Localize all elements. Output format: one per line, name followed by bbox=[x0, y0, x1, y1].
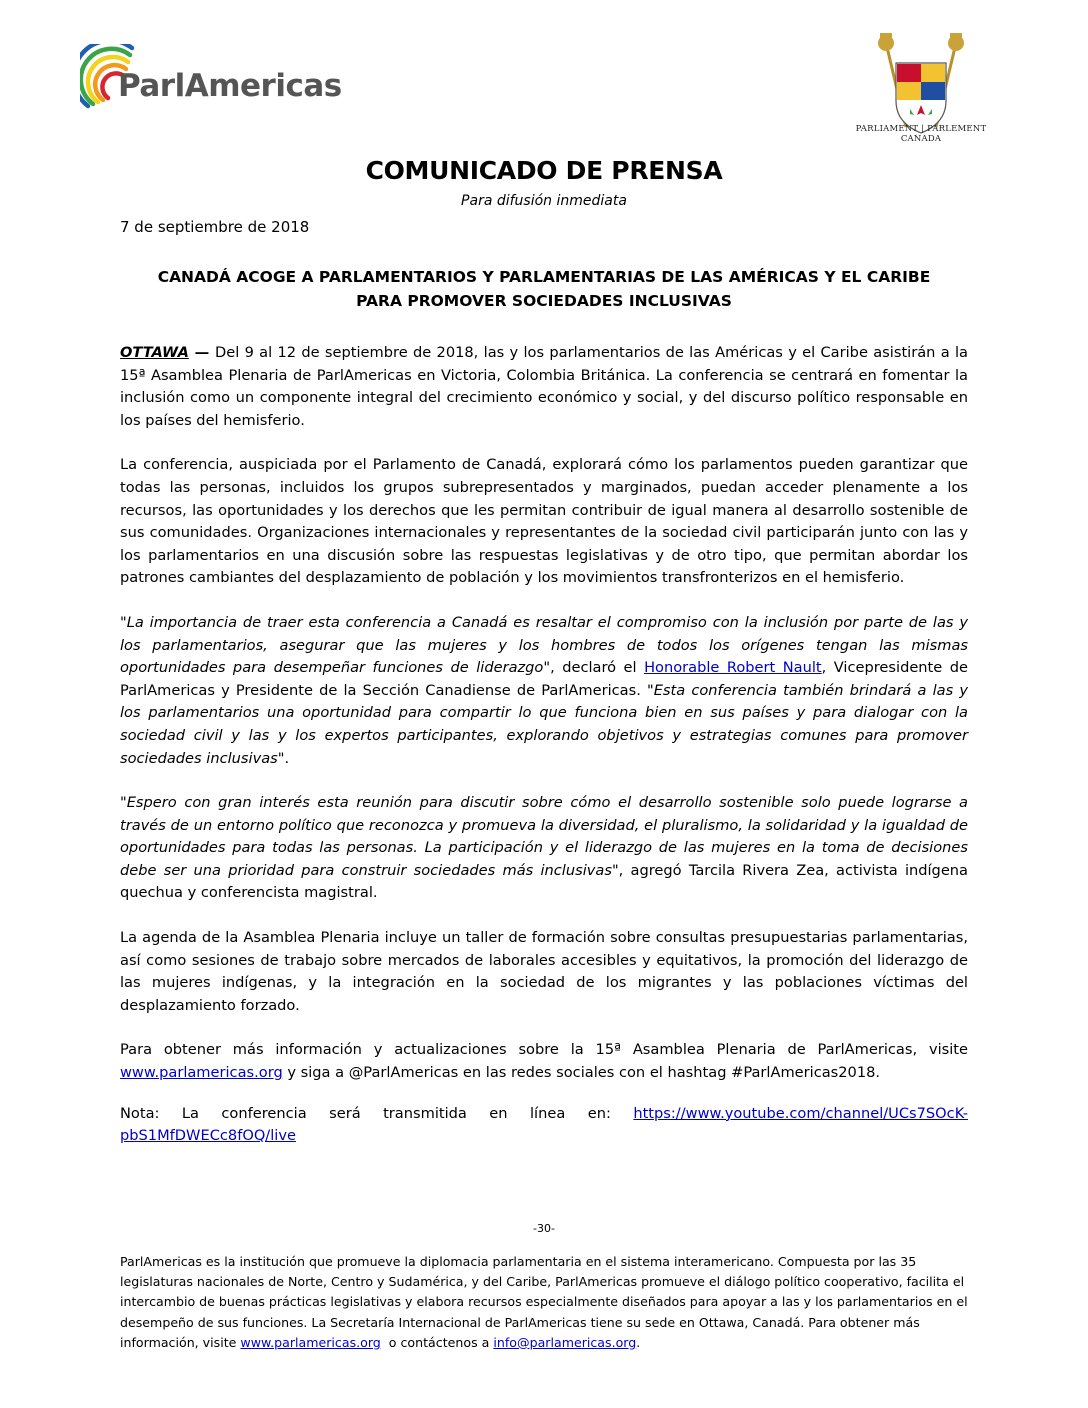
more-info-text-2: y siga a @ParlAmericas en las redes sociales con el hashtag #ParlAmericas2018. bbox=[282, 1064, 881, 1082]
article-body bbox=[120, 342, 968, 1170]
rivera-quote: "Espero con gran interés esta reunión para discutir sobre cómo el desarrollo sostenible solo puede lograrse a través de un entorno político que reconozca y promueva la diversidad, el pluralismo, la solidaridad y la igualdad de oportunidades para todas las personas. La participación y el liderazgo de las mujeres en la toma de decisiones debe ser una prioridad para construir sociedades más inclusivas" bbox=[120, 794, 968, 879]
page-subtitle: Para difusión inmediata bbox=[461, 193, 627, 209]
parliament-caption-line1: PARLIAMENT | PARLEMENT bbox=[855, 124, 987, 134]
paragraph-intro-text: Del 9 al 12 de septiembre de 2018, las y los parlamentarios de las Américas y el Caribe asistirán a la 15ª Asamblea Plenaria de ParlAmericas en Victoria, Colombia Británica. La conferencia se centrará en fomentar la inclusión como un componente integral del crecimiento económico y social, y del discurso político responsable en los países del hemisferio. bbox=[120, 344, 968, 429]
rivera-attribution: , agregó Tarcila Rivera Zea, activista indígena quechua y conferencista magistral. bbox=[120, 861, 968, 902]
page-title: COMUNICADO DE PRENSA bbox=[365, 156, 723, 185]
paragraph-conference: La conferencia, auspiciada por el Parlamento de Canadá, explorará cómo los parlamentos pueden garantizar que todas las personas, incluidos los grupos subrepresentados y marginados, puedan acceder plenamente a los recursos, las oportunidades y los derechos que les permitan contribuir de igual manera al desarrollo sostenible de sus comunidades. Organizaciones internacionales y representantes de la sociedad civil participarán junto con las y los parlamentarios en una discusión sobre las respuestas legislativas y de otro tipo, que permitan abordar los patrones cambiantes del desplazamiento de población y los movimientos transfronterizos en el hemisferio. bbox=[120, 456, 968, 587]
paragraph-note bbox=[120, 1103, 968, 1148]
robert-nault-link[interactable]: Honorable Robert Nault bbox=[644, 659, 822, 677]
footer-website-link[interactable]: www.parlamericas.org bbox=[240, 1334, 381, 1350]
dateline-dash: — bbox=[188, 344, 215, 361]
parliament-caption bbox=[852, 124, 990, 144]
more-info-text-1: Para obtener más información y actualizaciones sobre la 15ª Asamblea Plenaria de ParlAmericas, visite bbox=[120, 1041, 968, 1059]
nault-role: , Vicepresidente de ParlAmericas y Presidente de la Sección Canadiense de ParlAmericas. bbox=[120, 659, 968, 699]
footer-text: ParlAmericas es la institución que promueve la diplomacia parlamentaria en el sistema interamericano. Compuesta por las 35 legislaturas nacionales de Norte, Centro y Sudamérica, y del Caribe, ParlAmericas promueve el diálogo político cooperativo, facilita el intercambio de buenas prácticas legislativas y elabora recursos especialmente diseñados para apoyar a las y los parlamentarios en el desempeño de sus funciones. La Secretaría Internacional de ParlAmericas tiene su sede en Ottawa, Canadá. Para obtener más información, visite bbox=[120, 1254, 968, 1350]
paragraph-nault-quote bbox=[120, 612, 968, 770]
headline-line1: CANADÁ ACOGE A PARLAMENTARIOS Y PARLAMENTARIAS DE LAS AMÉRICAS Y EL CARIBE bbox=[157, 268, 931, 286]
footer-middle-text: o contáctenos a bbox=[380, 1334, 494, 1350]
youtube-live-link[interactable]: https://www.youtube.com/channel/UCs7SOcK-pbS1MfDWECc8fOQ/live bbox=[120, 1104, 968, 1145]
release-date: 7 de septiembre de 2018 bbox=[120, 218, 310, 236]
headline-line2: PARA PROMOVER SOCIEDADES INCLUSIVAS bbox=[356, 292, 732, 310]
note-text: Nota: La conferencia será transmitida en línea en: bbox=[120, 1104, 634, 1122]
parlamericas-logo-text: ParlAmericas bbox=[118, 68, 342, 104]
nault-quote-end: . bbox=[284, 749, 290, 767]
footer-email-link[interactable]: info@parlamericas.org bbox=[493, 1334, 637, 1350]
nault-quote-2: "Esta conferencia también brindará a las y los parlamentarios una oportunidad para compartir lo que funciona bien en sus países y para dialogar con la sociedad civil y las y los expertos participantes, explorando objetivos y estrategias comunes para promover sociedades inclusivas" bbox=[120, 681, 968, 767]
paragraph-intro bbox=[120, 342, 968, 432]
nault-said: , declaró el bbox=[550, 659, 645, 677]
footer-boilerplate bbox=[120, 1252, 980, 1353]
paragraph-agenda: La agenda de la Asamblea Plenaria incluye un taller de formación sobre consultas presupuestarias parlamentarias, así como sesiones de trabajo sobre mercados de laborales accesibles y equitativos, la promoción del liderazgo de las mujeres indígenas, y la integración en la sociedad de los migrantes y las poblaciones víctimas del desplazamiento forzado. bbox=[120, 929, 968, 1014]
nault-quote-1: "La importancia de traer esta conferencia a Canadá es resaltar el compromiso con la inclusión por parte de las y los parlamentarios, asegurar que las mujeres y los hombres de todos los orígenes tengan las mismas oportunidades para desempeñar funciones de liderazgo" bbox=[120, 613, 968, 677]
footer-end: . bbox=[636, 1334, 641, 1350]
headline bbox=[120, 265, 968, 313]
end-marker: -30- bbox=[533, 1222, 555, 1235]
parlamericas-website-link[interactable]: www.parlamericas.org bbox=[120, 1064, 283, 1082]
parliament-caption-line2: CANADA bbox=[900, 134, 942, 144]
paragraph-rivera-quote bbox=[120, 792, 968, 905]
dateline: OTTAWA bbox=[120, 344, 189, 361]
paragraph-more-info bbox=[120, 1039, 968, 1084]
